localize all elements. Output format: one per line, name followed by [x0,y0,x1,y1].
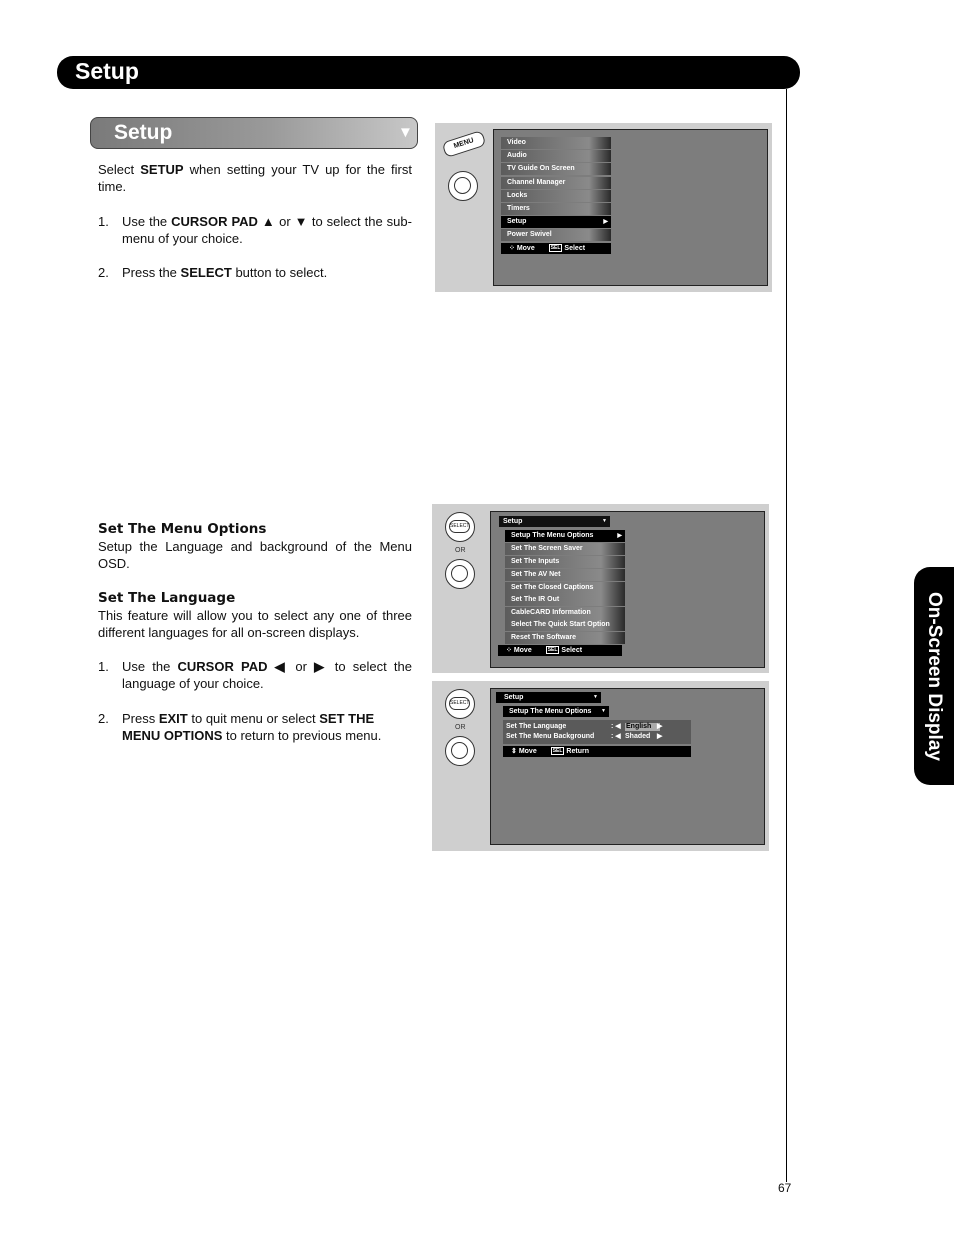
panel-menu-options [432,681,769,851]
move-arrows-icon: ⁘ [509,245,515,252]
language-desc: This feature will allow you to select any one of three different languages for all on-screen displays. [98,608,412,640]
arrow-right-icon: ▶ [603,219,608,225]
move-arrows-icon: ⇕ [511,748,517,755]
intro-step-2: 2. Press the SELECT button to select. [98,265,328,280]
menu-item[interactable]: Channel Manager [501,177,611,189]
side-tab-label: On-Screen Display [924,591,945,761]
language-heading: Set The Language [98,590,236,606]
cursor-pad-icon [445,736,475,766]
select-button-icon: SELECT [445,689,475,719]
osd-screen [490,688,765,845]
hint-bar: ⁘ Move SEL Select [498,645,622,656]
osd-screen [490,511,765,668]
cursor-pad-center-icon [451,565,468,582]
sel-key-icon: SEL [552,748,563,754]
breadcrumb-tag: Setup ▼ [496,692,601,703]
language-step-2: 2. Press EXIT to quit menu or select SET THE MENU OPTIONS to return to previous menu. [98,711,382,743]
menu-button-icon: MENU [442,130,487,158]
breadcrumb-subtag: Setup The Menu Options ▼ [503,706,609,717]
menu-item-selected[interactable]: Setup The Menu Options ▶ [505,530,625,542]
header-banner [57,56,800,89]
move-arrows-icon: ⁘ [506,647,512,654]
section-arrow-icon: ▼ [398,124,413,141]
option-value-selected[interactable]: English [625,723,660,731]
arrow-right-icon: ▶ [657,723,663,730]
option-colon: : ◀ [611,723,621,730]
page-title: Setup [75,58,139,84]
page-number: 67 [778,1181,792,1195]
menu-item[interactable]: CableCARD Information [505,607,625,619]
menu-item[interactable]: Set The AV Net [505,569,625,581]
cursor-pad-icon [448,171,478,201]
osd-screen [493,129,768,286]
panel-setup-menu [432,504,769,673]
intro-step-1: 1. Use the CURSOR PAD ▲ or ▼ to select the sub-menu of your choice. [98,214,412,246]
breadcrumb-tag: Setup ▼ [499,516,610,527]
arrow-right-icon: ▶ [657,733,663,740]
menu-item[interactable]: Set The Screen Saver [505,543,625,555]
menu-item[interactable]: Set The IR Out [505,594,625,606]
cursor-pad-icon [445,559,475,589]
hint-bar: ⇕ Move SEL Return [503,746,691,757]
option-value[interactable]: Shaded [625,733,651,740]
option-colon: : ◀ [611,733,621,740]
hint-bar: ⁘ Move SEL Select [501,243,611,254]
arrow-right-icon: ▶ [617,533,622,539]
option-label: Set The Menu Background [506,733,595,740]
menu-item[interactable]: Select The Quick Start Option [505,619,625,631]
menu-item-selected[interactable]: Setup ▶ [501,216,611,228]
intro-paragraph: Select SETUP when setting your TV up for the first time. [98,162,412,194]
menu-item[interactable]: Timers [501,203,611,215]
select-button-icon: SELECT [445,512,475,542]
menu-item[interactable]: Reset The Software [505,632,625,644]
or-label: OR [455,724,466,731]
menu-item[interactable]: Power Swivel [501,229,611,241]
option-label: Set The Language [506,723,567,730]
panel-main-menu [435,123,772,292]
options-box [503,720,691,744]
menu-item[interactable]: Set The Inputs [505,556,625,568]
sel-key-icon: SEL [547,647,558,653]
cursor-pad-center-icon [454,177,471,194]
section-title: Setup [114,121,173,144]
language-step-1: 1. Use the CURSOR PAD ◀ or ▶ to select the language of your choice. [98,659,412,691]
menu-item[interactable]: Video [501,137,611,149]
menu-item[interactable]: Set The Closed Captions [505,582,625,594]
menu-options-heading: Set The Menu Options [98,521,267,537]
menu-item[interactable]: Audio [501,150,611,162]
or-label: OR [455,547,466,554]
menu-item[interactable]: Locks [501,190,611,202]
menu-item[interactable]: TV Guide On Screen [501,163,611,175]
cursor-pad-center-icon [451,742,468,759]
sel-key-icon: SEL [550,245,561,251]
menu-options-desc: Setup the Language and background of the Menu OSD. [98,539,412,571]
margin-divider [786,89,787,1182]
